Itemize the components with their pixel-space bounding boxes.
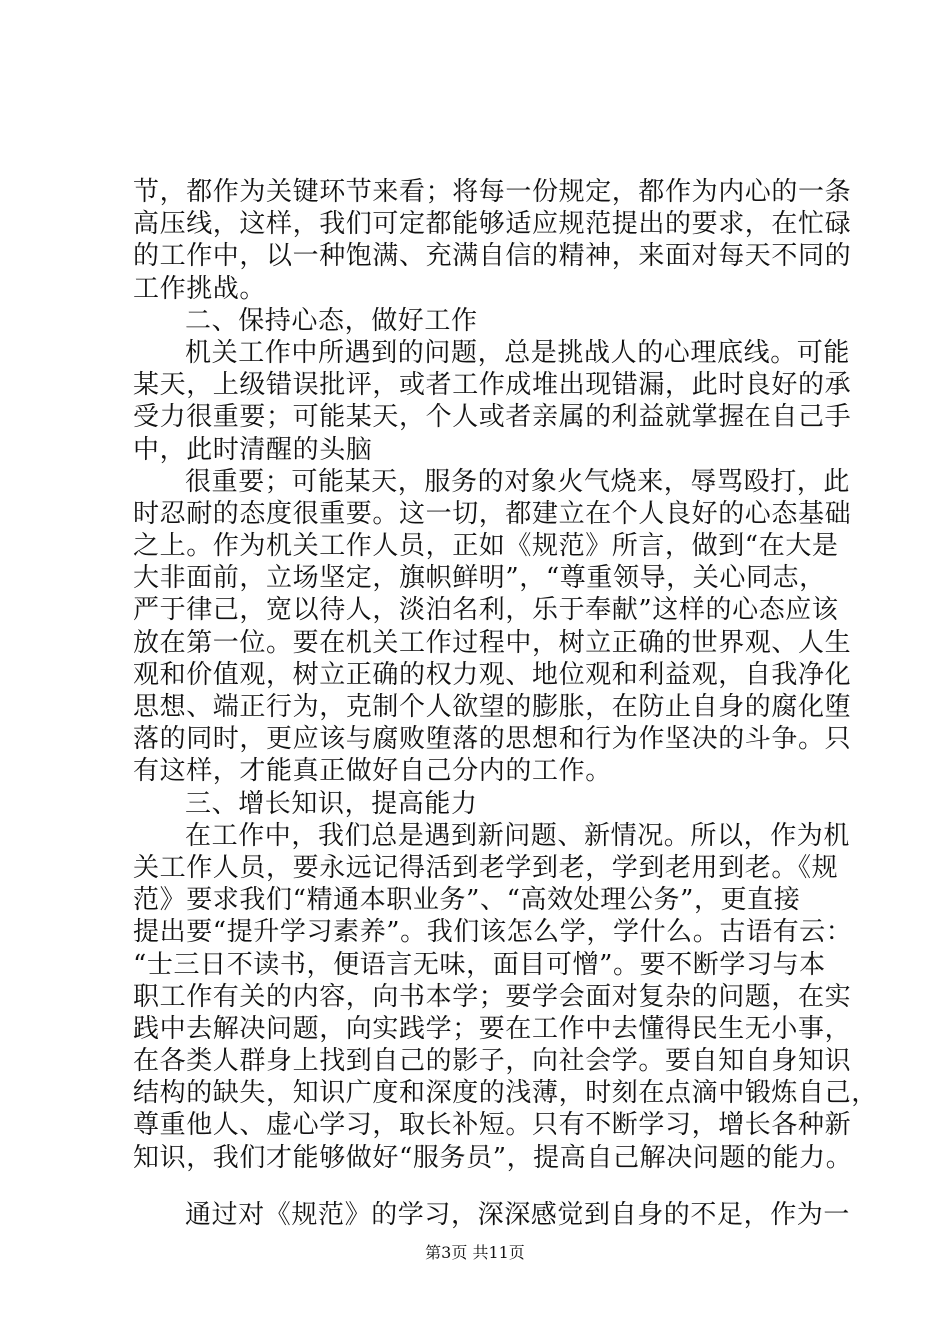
text-line: 时忍耐的态度很重要。这一切，都建立在个人良好的心态基础: [133, 498, 852, 529]
text-line: 在各类人群身上找到自己的影子，向社会学。要自知自身知识: [133, 1046, 852, 1077]
text-line: 关工作人员，要永远记得活到老学到老，学到老用到老。《规: [133, 852, 839, 883]
text-line: 尊重他人、虚心学习，取长补短。只有不断学习，增长各种新: [133, 1110, 852, 1141]
text-line: 知识，我们才能够做好“服务员”，提高自己解决问题的能力。: [133, 1142, 853, 1173]
text-line: 严于律己，宽以待人，淡泊名利，乐于奉献”这样的心态应该: [133, 595, 839, 626]
section-heading: 二、保持心态，做好工作: [185, 305, 478, 336]
text-line: 职工作有关的内容，向书本学；要学会面对复杂的问题，在实: [133, 981, 852, 1012]
text-line: 某天，上级错误批评，或者工作成堆出现错漏，此时良好的承: [133, 370, 852, 401]
text-line: 结构的缺失，知识广度和深度的浅薄，时刻在点滴中锻炼自己，: [133, 1078, 878, 1109]
text-line: 在工作中，我们总是遇到新问题、新情况。所以，作为机: [185, 820, 851, 851]
text-line: 的工作中，以一种饱满、充满自信的精神，来面对每天不同的: [133, 241, 852, 272]
text-line: 观和价值观，树立正确的权力观、地位观和利益观，自我净化: [133, 659, 852, 690]
text-line: 放在第一位。要在机关工作过程中，树立正确的世界观、人生: [133, 627, 852, 658]
text-line: 中，此时清醒的头脑: [133, 434, 373, 465]
text-line: 有这样，才能真正做好自己分内的工作。: [133, 756, 612, 787]
text-line: 高压线，这样，我们可定都能够适应规范提出的要求，在忙碌: [133, 209, 852, 240]
text-line: 工作挑战。: [133, 273, 267, 304]
text-line: 很重要；可能某天，服务的对象火气烧来，辱骂殴打，此: [185, 466, 851, 497]
text-line: 通过对《规范》的学习，深深感觉到自身的不足，作为一: [185, 1199, 851, 1230]
text-line: 落的同时，更应该与腐败堕落的思想和行为作坚决的斗争。只: [133, 724, 852, 755]
text-line: 节，都作为关键环节来看；将每一份规定，都作为内心的一条: [133, 177, 852, 207]
text-line: 受力很重要；可能某天，个人或者亲属的利益就掌握在自己手: [133, 402, 852, 433]
text-line: 践中去解决问题，向实践学；要在工作中去懂得民生无小事，: [133, 1013, 852, 1044]
text-line: 之上。作为机关工作人员，正如《规范》所言，做到“在大是: [133, 531, 839, 562]
text-line: 范》要求我们“精通本职业务”、“高效处理公务”，更直接: [133, 885, 801, 916]
document-body: [133, 176, 878, 1231]
section-heading: 三、增长知识，提高能力: [185, 788, 478, 819]
text-line: 思想、端正行为，克制个人欲望的膨胀，在防止自身的腐化堕: [133, 692, 852, 722]
text-line: 机关工作中所遇到的问题，总是挑战人的心理底线。可能: [185, 337, 851, 368]
text-line: 提出要“提升学习素养”。我们该怎么学，学什么。古语有云：: [133, 917, 853, 948]
text-line: 大非面前，立场坚定，旗帜鲜明”，“尊重领导，关心同志，: [133, 563, 826, 594]
text-line: “士三日不读书，便语言无味，面目可憎”。要不断学习与本: [133, 949, 826, 980]
page-number: 第3页 共11页: [425, 1243, 525, 1262]
